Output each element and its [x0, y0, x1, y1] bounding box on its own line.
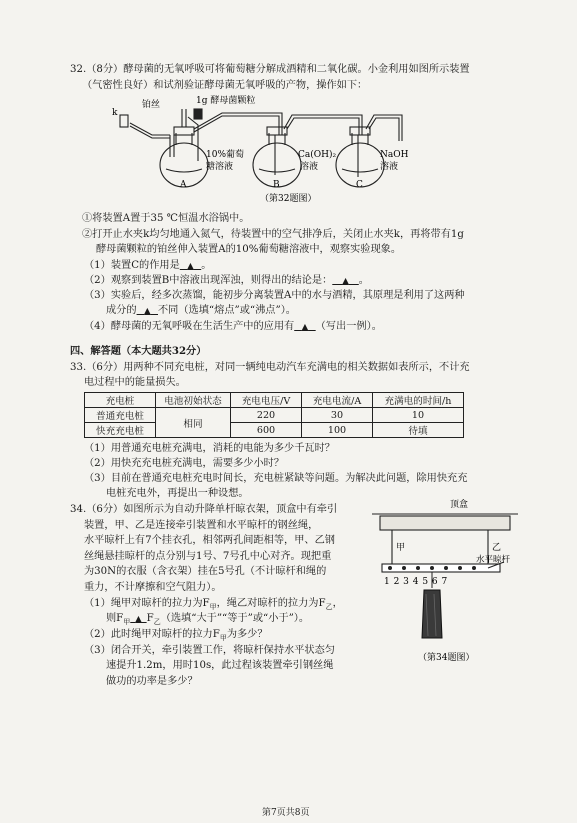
q34-sub3c: 做功的功率是多少？: [106, 676, 198, 687]
q34-line-2: 水平晾杆上有7个挂衣孔，相邻两孔间距相等，甲、乙钢: [84, 535, 335, 546]
table-cell: 10: [373, 408, 464, 423]
table-header: 充电电流/A: [302, 393, 373, 408]
table-header: 充电电压/V: [231, 393, 302, 408]
top-box-icon: [380, 516, 510, 530]
q33-sub3b: 电桩充电外，再提出一种设想。: [106, 488, 249, 499]
q33-sub2: （2）用快充充电桩充满电，需要多少小时？: [84, 458, 285, 469]
label-k: k: [112, 108, 118, 118]
q34-sub1a: （1）绳甲对晾杆的拉力为$F_甲$，绳乙对晾杆的拉力为$F_乙$，: [84, 598, 343, 612]
label-top-box: 顶盒: [450, 500, 469, 510]
label-jia: 甲: [396, 543, 406, 553]
q32-sub4: （4）酵母菌的无氧呼吸在生活生产中的应用有 ▲ （写出一例）。: [84, 321, 382, 332]
table-row: [85, 423, 464, 438]
q34-line-3: 丝绳悬挂晾杆的点分别与1号、7号孔中心对齐。现把重: [84, 551, 332, 562]
label-holes: 1 2 3 4 5 6 7: [384, 577, 448, 587]
q34-figure-caption: （第34题图）: [418, 653, 475, 663]
table-row: [85, 408, 464, 423]
table-cell: 30: [302, 408, 373, 423]
label-rod: 水平晾杆: [476, 555, 511, 565]
q32-figure-caption: （第32题图）: [260, 194, 317, 204]
label-b: B: [273, 180, 280, 190]
q34-sub3a: （3）闭合开关，牵引装置工作，将晾杆保持水平状态匀: [84, 645, 335, 656]
section-4-title: 四、解答题（本大题共32分）: [70, 345, 207, 357]
table-cell: 普通充电桩: [85, 408, 156, 423]
q34-line-5: 重力，不计摩擦和空气阻力）。: [84, 582, 222, 593]
q33-line2: 电过程中的能量损失。: [84, 377, 186, 388]
q32-step2b: 酵母菌颗粒的铂丝伸入装置A的10%葡萄糖溶液中，观察实验现象。: [96, 244, 402, 255]
label-yi: 乙: [492, 543, 502, 553]
table-cell: 待填: [373, 423, 464, 438]
q34-line-1: 装置，甲、乙是连接牵引装置和水平晾杆的钢丝绳，: [84, 520, 319, 531]
q33-charging-table: [84, 392, 464, 438]
table-cell: 600: [231, 423, 302, 438]
q32-line2: （气密性良好）和试剂验证酵母菌无氧呼吸的产物，操作如下：: [82, 80, 368, 91]
table-header: 充满电的时间/h: [373, 393, 464, 408]
table-header: 电池初始状态: [156, 393, 231, 408]
label-c: C: [356, 180, 363, 190]
q34-sub3b: 速提升1.2m，用时10s，此过程该装置牵引钢丝绳: [106, 660, 334, 671]
q32-step1: ①将装置A置于35 ℃恒温水浴锅中。: [82, 213, 250, 224]
q34-drying-rack-figure: [370, 498, 530, 666]
table-cell-merged: 相同: [156, 408, 231, 438]
q33-sub1: （1）用普通充电桩充满电，消耗的电能为多少千瓦时？: [84, 443, 335, 454]
q32-sub2: （2）观察到装置B中溶液出现浑浊，则得出的结论是： ▲ 。: [84, 275, 369, 286]
q32-sub1: （1）装置C的作用是 ▲ 。: [84, 260, 212, 271]
label-yeast: 1g 酵母菌颗粒: [196, 96, 256, 106]
page-footer: 第7页共8页: [262, 808, 310, 818]
q32-sub3a: （3）实验后，经多次蒸馏，能初步分离装置A中的水与酒精，其原理是利用了这两种: [84, 290, 465, 301]
label-glucose-1: 10%葡萄: [206, 150, 245, 160]
q34-sub2: （2）此时绳甲对晾杆的拉力$F_甲$为多少？: [84, 629, 268, 643]
q32-line1: 32.（8分）酵母菌的无氧呼吸可将葡萄糖分解成酒精和二氧化碳。小金利用如图所示装置: [70, 64, 470, 75]
table-cell: 100: [302, 423, 373, 438]
q34-sub1b: 则$F_甲$ ▲ $F_乙$（选填“大于”“等于”或“小于”）。: [106, 613, 310, 627]
label-a: A: [180, 180, 187, 190]
horizontal-rod-icon: [382, 564, 500, 572]
q32-apparatus-figure: [112, 95, 522, 205]
table-header: 充电桩: [85, 393, 156, 408]
table-cell: 220: [231, 408, 302, 423]
q32-sub3b: 成分的 ▲ 不同（选填“熔点”或“沸点”）。: [106, 305, 296, 316]
q32-step2a: ②打开止水夹k均匀地通入氮气，待装置中的空气排净后，关闭止水夹k，再将带有1g: [82, 229, 464, 240]
q33-sub3a: （3）目前在普通充电桩充电时间长，充电桩紧缺等问题。为解决此问题，除用快充充: [84, 473, 468, 484]
table-cell: 快充充电桩: [85, 423, 156, 438]
label-caoh-2: 溶液: [300, 162, 319, 172]
q34-line-0: 34.（6分）如图所示为自动升降单杆晾衣架，顶盒中有牵引: [70, 504, 338, 515]
table-header-row: [85, 393, 464, 408]
q33-line1: 33.（6分）用两种不同充电桩，对同一辆纯电动汽车充满电的相关数据如表所示，不计充: [70, 362, 470, 373]
label-naoh-2: 溶液: [380, 162, 399, 172]
label-glucose-2: 糖溶液: [206, 162, 234, 172]
q34-line-4: 为30N的衣服（含衣架）挂在5号孔（不计晾杆和绳的: [84, 566, 327, 577]
label-caoh-1: Ca(OH)₂: [298, 150, 337, 160]
label-pt-wire: 铂丝: [142, 100, 161, 110]
label-naoh-1: NaOH: [380, 150, 409, 160]
clamp-k-icon: [120, 115, 128, 127]
